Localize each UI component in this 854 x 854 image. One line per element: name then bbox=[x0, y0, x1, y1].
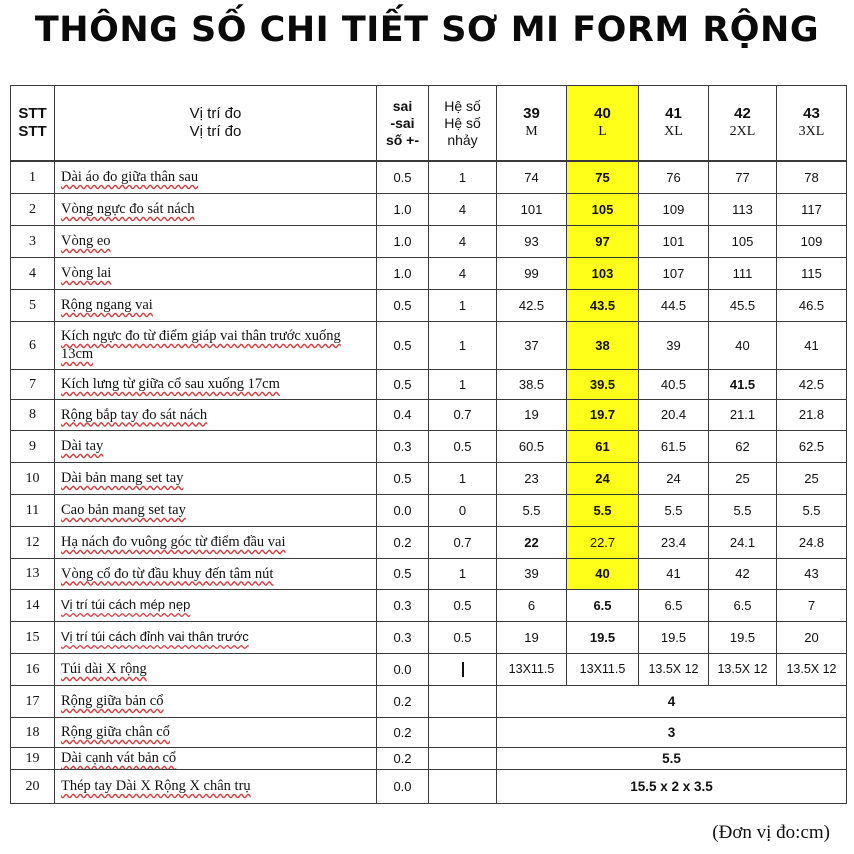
cell-position: Vị trí túi cách đỉnh vai thân trước bbox=[55, 621, 377, 653]
header-size-39: 39 M bbox=[497, 86, 567, 162]
cell-position: Dài bản mang set tay bbox=[55, 462, 377, 494]
cell-size-value: 19.5 bbox=[709, 621, 777, 653]
cell-size-value: 61.5 bbox=[639, 430, 709, 462]
table-row bbox=[11, 193, 847, 225]
cell-coef: 0.5 bbox=[429, 430, 497, 462]
cell-stt: 5 bbox=[11, 289, 55, 321]
cell-size-value: 74 bbox=[497, 161, 567, 193]
cell-size-value: 22.7 bbox=[567, 526, 639, 558]
cell-size-value: 44.5 bbox=[639, 289, 709, 321]
cell-size-value: 42.5 bbox=[497, 289, 567, 321]
cell-tolerance: 0.2 bbox=[377, 747, 429, 769]
cell-size-value: 38 bbox=[567, 321, 639, 369]
cell-position: Rộng ngang vai bbox=[55, 289, 377, 321]
cell-tolerance: 0.0 bbox=[377, 653, 429, 685]
cell-position: Vòng ngực đo sát nách bbox=[55, 193, 377, 225]
cell-tolerance: 0.3 bbox=[377, 621, 429, 653]
table-row bbox=[11, 399, 847, 430]
cell-coef: 0.5 bbox=[429, 621, 497, 653]
header-position: Vị trí đo Vị trí đo bbox=[55, 86, 377, 162]
cell-merged-value: 3 bbox=[497, 717, 847, 747]
cell-position: Thép tay Dài X Rộng X chân trụ bbox=[55, 769, 377, 803]
cell-size-value: 24.8 bbox=[777, 526, 847, 558]
cell-stt: 9 bbox=[11, 430, 55, 462]
cell-coef: 1 bbox=[429, 161, 497, 193]
cell-coef: 1 bbox=[429, 369, 497, 399]
cell-size-value: 101 bbox=[497, 193, 567, 225]
header-tolerance: sai -sai số +- bbox=[377, 86, 429, 162]
cell-size-value: 39 bbox=[497, 558, 567, 589]
cell-position: Vị trí túi cách mép nẹp bbox=[55, 589, 377, 621]
cell-size-value: 23.4 bbox=[639, 526, 709, 558]
cell-size-value: 23 bbox=[497, 462, 567, 494]
table-row bbox=[11, 289, 847, 321]
cell-size-value: 21.1 bbox=[709, 399, 777, 430]
cell-size-value: 20 bbox=[777, 621, 847, 653]
cell-stt: 8 bbox=[11, 399, 55, 430]
cell-size-value: 19.5 bbox=[567, 621, 639, 653]
cell-size-value: 13.5X 12 bbox=[639, 653, 709, 685]
cell-size-value: 62.5 bbox=[777, 430, 847, 462]
cell-stt: 6 bbox=[11, 321, 55, 369]
table-row bbox=[11, 621, 847, 653]
table-row bbox=[11, 747, 847, 769]
cell-size-value: 62 bbox=[709, 430, 777, 462]
cell-size-value: 105 bbox=[709, 225, 777, 257]
cell-tolerance: 0.5 bbox=[377, 558, 429, 589]
cell-position: Vòng cổ đo từ đầu khuy đến tâm nút bbox=[55, 558, 377, 589]
cell-size-value: 19.7 bbox=[567, 399, 639, 430]
cell-stt: 17 bbox=[11, 685, 55, 717]
cell-size-value: 103 bbox=[567, 257, 639, 289]
cell-merged-value: 15.5 x 2 x 3.5 bbox=[497, 769, 847, 803]
cell-position: Rộng giữa chân cổ bbox=[55, 717, 377, 747]
cell-size-value: 43.5 bbox=[567, 289, 639, 321]
cell-position: Túi dài X rộng bbox=[55, 653, 377, 685]
cell-position: Rộng giữa bản cổ bbox=[55, 685, 377, 717]
cell-position: Dài cạnh vát bản cổ bbox=[55, 747, 377, 769]
cell-size-value: 24.1 bbox=[709, 526, 777, 558]
cell-size-value: 20.4 bbox=[639, 399, 709, 430]
cell-stt: 3 bbox=[11, 225, 55, 257]
cell-size-value: 37 bbox=[497, 321, 567, 369]
cell-size-value: 75 bbox=[567, 161, 639, 193]
cell-tolerance: 0.0 bbox=[377, 494, 429, 526]
table-row bbox=[11, 685, 847, 717]
cell-tolerance: 0.3 bbox=[377, 589, 429, 621]
table-row bbox=[11, 161, 847, 193]
cell-coef bbox=[429, 769, 497, 803]
cell-coef: 0.7 bbox=[429, 526, 497, 558]
cell-size-value: 6.5 bbox=[709, 589, 777, 621]
table-row bbox=[11, 430, 847, 462]
cell-size-value: 6.5 bbox=[639, 589, 709, 621]
cell-size-value: 45.5 bbox=[709, 289, 777, 321]
header-coef: Hệ số Hệ số nhảy bbox=[429, 86, 497, 162]
cell-tolerance: 1.0 bbox=[377, 257, 429, 289]
cell-size-value: 76 bbox=[639, 161, 709, 193]
cell-size-value: 38.5 bbox=[497, 369, 567, 399]
cell-size-value: 107 bbox=[639, 257, 709, 289]
cell-size-value: 115 bbox=[777, 257, 847, 289]
cell-merged-value: 5.5 bbox=[497, 747, 847, 769]
cell-size-value: 40 bbox=[709, 321, 777, 369]
table-row bbox=[11, 321, 847, 369]
cell-tolerance: 0.5 bbox=[377, 321, 429, 369]
page-title: THÔNG SỐ CHI TIẾT SƠ MI FORM RỘNG bbox=[34, 10, 820, 50]
cell-coef bbox=[429, 653, 497, 685]
header-stt: STT STT bbox=[11, 86, 55, 162]
cell-size-value: 109 bbox=[777, 225, 847, 257]
cell-coef: 1 bbox=[429, 558, 497, 589]
cell-coef: 0 bbox=[429, 494, 497, 526]
cell-size-value: 39 bbox=[639, 321, 709, 369]
cell-size-value: 13.5X 12 bbox=[709, 653, 777, 685]
cell-size-value: 25 bbox=[709, 462, 777, 494]
cell-position: Hạ nách đo vuông góc từ điểm đầu vai bbox=[55, 526, 377, 558]
header-size-40: 40 L bbox=[567, 86, 639, 162]
cell-size-value: 101 bbox=[639, 225, 709, 257]
cell-position: Kích ngực đo từ điểm giáp vai thân trước xuống 13cm bbox=[55, 321, 377, 369]
cell-size-value: 19.5 bbox=[639, 621, 709, 653]
cell-coef: 1 bbox=[429, 321, 497, 369]
header-size-41: 41 XL bbox=[639, 86, 709, 162]
cell-size-value: 113 bbox=[709, 193, 777, 225]
cell-size-value: 24 bbox=[567, 462, 639, 494]
cell-size-value: 5.5 bbox=[709, 494, 777, 526]
cell-size-value: 42.5 bbox=[777, 369, 847, 399]
cell-size-value: 60.5 bbox=[497, 430, 567, 462]
table-row bbox=[11, 225, 847, 257]
cell-coef: 4 bbox=[429, 257, 497, 289]
cell-size-value: 5.5 bbox=[639, 494, 709, 526]
cell-coef: 1 bbox=[429, 462, 497, 494]
cell-size-value: 93 bbox=[497, 225, 567, 257]
cell-stt: 16 bbox=[11, 653, 55, 685]
table-row bbox=[11, 526, 847, 558]
header-size-43: 43 3XL bbox=[777, 86, 847, 162]
cell-tolerance: 0.2 bbox=[377, 717, 429, 747]
cell-stt: 12 bbox=[11, 526, 55, 558]
cell-coef: 0.7 bbox=[429, 399, 497, 430]
size-spec-table bbox=[10, 85, 847, 804]
cell-size-value: 6.5 bbox=[567, 589, 639, 621]
cell-size-value: 111 bbox=[709, 257, 777, 289]
cell-size-value: 24 bbox=[639, 462, 709, 494]
cell-size-value: 43 bbox=[777, 558, 847, 589]
cell-size-value: 61 bbox=[567, 430, 639, 462]
cell-size-value: 21.8 bbox=[777, 399, 847, 430]
cell-tolerance: 0.5 bbox=[377, 289, 429, 321]
table-row bbox=[11, 653, 847, 685]
cell-position: Vòng lai bbox=[55, 257, 377, 289]
cell-size-value: 19 bbox=[497, 399, 567, 430]
header-size-42: 42 2XL bbox=[709, 86, 777, 162]
cell-size-value: 5.5 bbox=[777, 494, 847, 526]
cell-stt: 1 bbox=[11, 161, 55, 193]
table-row bbox=[11, 494, 847, 526]
cell-stt: 13 bbox=[11, 558, 55, 589]
cell-size-value: 13.5X 12 bbox=[777, 653, 847, 685]
cell-size-value: 41 bbox=[639, 558, 709, 589]
cell-merged-value: 4 bbox=[497, 685, 847, 717]
cell-coef bbox=[429, 717, 497, 747]
cell-size-value: 117 bbox=[777, 193, 847, 225]
cell-stt: 18 bbox=[11, 717, 55, 747]
table-row bbox=[11, 769, 847, 803]
cell-size-value: 41.5 bbox=[709, 369, 777, 399]
cell-size-value: 13X11.5 bbox=[497, 653, 567, 685]
cell-stt: 20 bbox=[11, 769, 55, 803]
cell-coef bbox=[429, 747, 497, 769]
cell-size-value: 19 bbox=[497, 621, 567, 653]
table-row bbox=[11, 717, 847, 747]
cell-tolerance: 0.3 bbox=[377, 430, 429, 462]
table-row bbox=[11, 369, 847, 399]
cell-size-value: 41 bbox=[777, 321, 847, 369]
cell-stt: 4 bbox=[11, 257, 55, 289]
cell-size-value: 39.5 bbox=[567, 369, 639, 399]
bar-mark bbox=[462, 662, 464, 677]
cell-tolerance: 0.5 bbox=[377, 462, 429, 494]
cell-stt: 2 bbox=[11, 193, 55, 225]
cell-stt: 10 bbox=[11, 462, 55, 494]
cell-stt: 7 bbox=[11, 369, 55, 399]
cell-stt: 15 bbox=[11, 621, 55, 653]
table-row bbox=[11, 462, 847, 494]
cell-tolerance: 1.0 bbox=[377, 225, 429, 257]
cell-tolerance: 0.2 bbox=[377, 526, 429, 558]
cell-size-value: 13X11.5 bbox=[567, 653, 639, 685]
cell-size-value: 97 bbox=[567, 225, 639, 257]
cell-coef: 4 bbox=[429, 225, 497, 257]
cell-size-value: 105 bbox=[567, 193, 639, 225]
cell-size-value: 77 bbox=[709, 161, 777, 193]
table-body bbox=[11, 161, 847, 803]
cell-size-value: 7 bbox=[777, 589, 847, 621]
cell-size-value: 99 bbox=[497, 257, 567, 289]
unit-note: (Đơn vị đo:cm) bbox=[712, 822, 830, 843]
cell-tolerance: 0.4 bbox=[377, 399, 429, 430]
cell-tolerance: 1.0 bbox=[377, 193, 429, 225]
cell-size-value: 42 bbox=[709, 558, 777, 589]
table-row bbox=[11, 558, 847, 589]
cell-position: Cao bản mang set tay bbox=[55, 494, 377, 526]
cell-size-value: 40 bbox=[567, 558, 639, 589]
cell-coef: 1 bbox=[429, 289, 497, 321]
cell-tolerance: 0.5 bbox=[377, 161, 429, 193]
cell-size-value: 78 bbox=[777, 161, 847, 193]
cell-stt: 14 bbox=[11, 589, 55, 621]
cell-coef: 0.5 bbox=[429, 589, 497, 621]
cell-size-value: 25 bbox=[777, 462, 847, 494]
cell-size-value: 22 bbox=[497, 526, 567, 558]
cell-size-value: 6 bbox=[497, 589, 567, 621]
cell-size-value: 46.5 bbox=[777, 289, 847, 321]
table-row bbox=[11, 257, 847, 289]
cell-coef bbox=[429, 685, 497, 717]
table-row bbox=[11, 589, 847, 621]
cell-position: Vòng eo bbox=[55, 225, 377, 257]
cell-position: Rộng bắp tay đo sát nách bbox=[55, 399, 377, 430]
cell-position: Kích lưng từ giữa cổ sau xuống 17cm bbox=[55, 369, 377, 399]
cell-tolerance: 0.2 bbox=[377, 685, 429, 717]
cell-size-value: 40.5 bbox=[639, 369, 709, 399]
cell-position: Dài áo đo giữa thân sau bbox=[55, 161, 377, 193]
cell-size-value: 109 bbox=[639, 193, 709, 225]
cell-size-value: 5.5 bbox=[497, 494, 567, 526]
cell-stt: 19 bbox=[11, 747, 55, 769]
cell-position: Dài tay bbox=[55, 430, 377, 462]
cell-coef: 4 bbox=[429, 193, 497, 225]
cell-stt: 11 bbox=[11, 494, 55, 526]
cell-size-value: 5.5 bbox=[567, 494, 639, 526]
table-header-row bbox=[11, 86, 847, 162]
cell-tolerance: 0.0 bbox=[377, 769, 429, 803]
cell-tolerance: 0.5 bbox=[377, 369, 429, 399]
